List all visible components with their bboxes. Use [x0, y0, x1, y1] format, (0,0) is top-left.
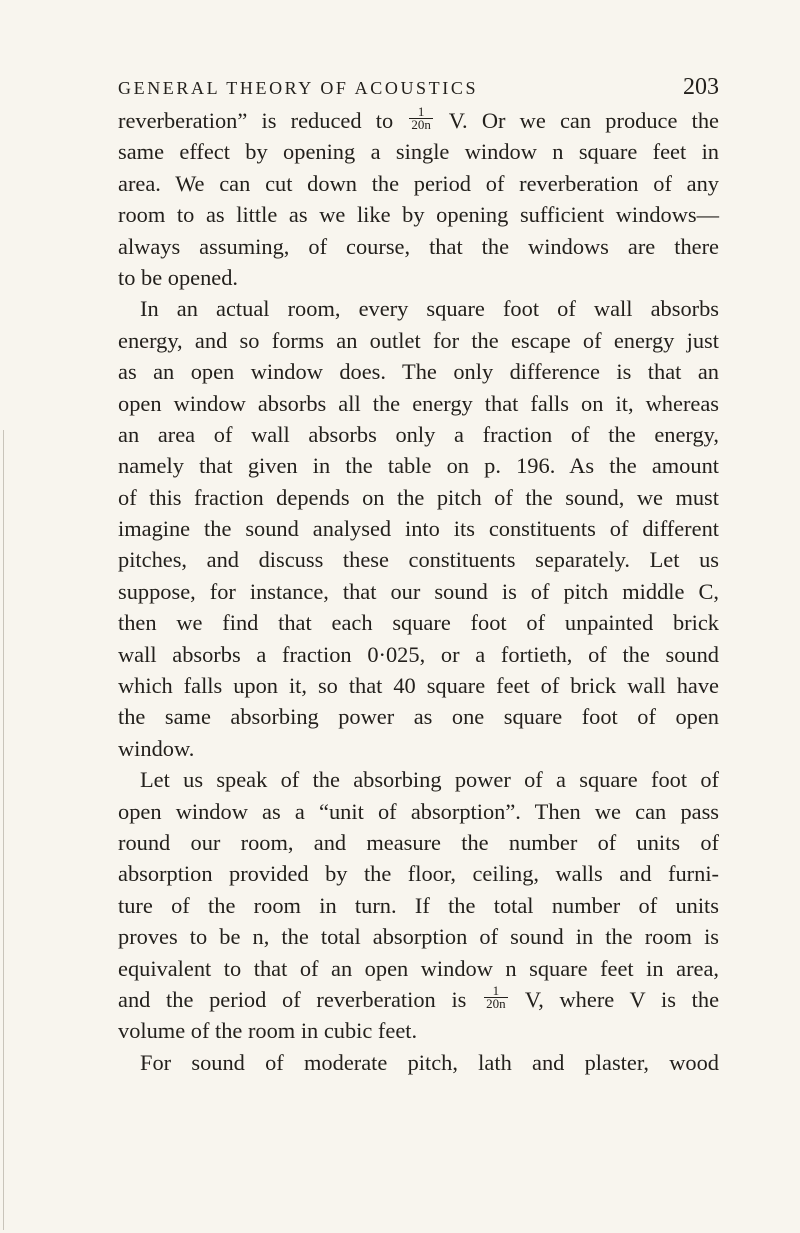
text-line: round our room, and measure the number of units of — [118, 829, 719, 855]
text-line: open window absorbs all the energy that falls on it, whereas — [118, 390, 719, 416]
text-line: area. We can cut down the period of reverberation of any — [118, 170, 719, 196]
text-line: suppose, for instance, that our sound is of pitch middle C, — [118, 578, 719, 604]
book-page — [118, 74, 719, 1078]
text-line: as an open window does. The only difference is that an — [118, 359, 719, 385]
text-line: energy, and so forms an outlet for the escape of energy just — [118, 327, 719, 353]
text-segment: V. Or we can produce the — [434, 108, 719, 133]
text-line: an area of wall absorbs only a fraction of the energy, — [118, 421, 719, 447]
text-line: room to as little as we like by opening sufficient windows— — [118, 202, 719, 228]
text-line: absorption provided by the floor, ceiling, walls and furni- — [118, 861, 719, 887]
page-edge — [3, 430, 4, 1230]
text-line: open window as a “unit of absorption”. Then we can pass — [118, 798, 719, 824]
text-line: In an actual room, every square foot of wall absorbs — [140, 296, 719, 322]
text-line: the same absorbing power as one square foot of open — [118, 704, 719, 730]
text-line: then we find that each square foot of unpainted brick — [118, 610, 719, 636]
running-header — [118, 74, 719, 104]
text-segment: V, where V is the — [509, 986, 720, 1012]
text-line: namely that given in the table on p. 196. As the amount — [118, 453, 719, 479]
fraction-numerator: 1 — [417, 104, 425, 120]
text-line: proves to be n, the total absorption of sound in the room is — [118, 924, 719, 950]
text-segment: reverberation” is reduced to — [118, 108, 408, 133]
text-line: same effect by opening a single window n square feet in — [118, 139, 719, 165]
text-line: to be opened. — [118, 264, 238, 290]
text-line: wall absorbs a fraction 0·025, or a fortieth, of the sound — [118, 641, 719, 667]
fraction-numerator: 1 — [492, 983, 500, 999]
text-line: volume of the room in cubic feet. — [118, 1018, 418, 1044]
text-line: pitches, and discuss these constituents separately. Let us — [118, 547, 719, 573]
text-line — [118, 105, 719, 136]
fraction — [484, 985, 508, 1010]
text-line: imagine the sound analysed into its constituents of different — [118, 516, 719, 542]
text-line: equivalent to that of an open window n square feet in area, — [118, 955, 719, 981]
text-line: ture of the room in turn. If the total number of units — [118, 892, 719, 918]
running-title: GENERAL THEORY OF ACOUSTICS — [118, 78, 479, 98]
fraction-denominator: 20n — [486, 996, 506, 1012]
fraction-denominator: 20n — [411, 117, 431, 133]
text-line: Let us speak of the absorbing power of a square foot of — [140, 767, 719, 793]
text-line — [118, 984, 719, 1015]
text-line: always assuming, of course, that the windows are there — [118, 233, 719, 259]
fraction — [409, 106, 433, 131]
page-number: 203 — [683, 74, 719, 100]
text-line: window. — [118, 735, 195, 761]
text-segment: and the period of reverberation is — [118, 986, 483, 1012]
text-line: For sound of moderate pitch, lath and plaster, wood — [140, 1049, 719, 1075]
text-line: which falls upon it, so that 40 square feet of brick wall have — [118, 673, 719, 699]
body-text — [118, 105, 719, 1078]
text-line: of this fraction depends on the pitch of the sound, we must — [118, 484, 719, 510]
